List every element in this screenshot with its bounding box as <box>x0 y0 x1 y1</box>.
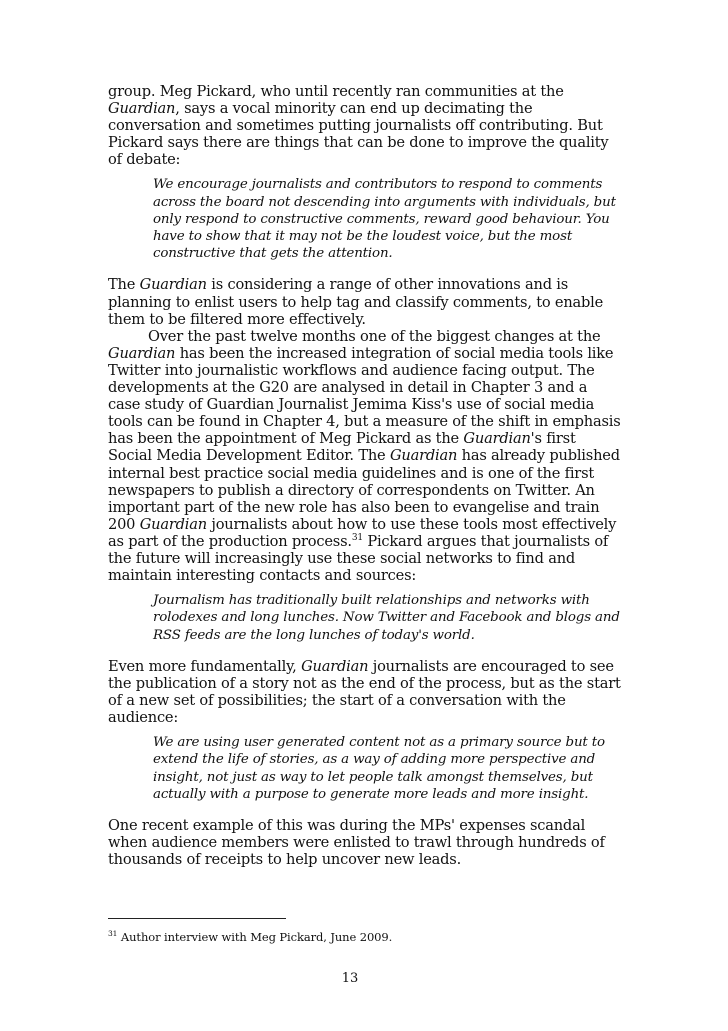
paragraph-innovations: The Guardian is considering a range of other innovations and is planning to enlist users to help tag and classify comments, to enable them to be filtered more effectively. <box>108 276 604 328</box>
page-body <box>108 83 622 868</box>
quote-pickard-networks: Journalism has traditionally built relationships and networks with rolodexes and long lunches. Now Twitter and Facebook and blogs and RSS feeds are the long lunches of today's world. <box>153 593 620 643</box>
paragraph-debate-quality: group. Meg Pickard, who until recently ran communities at the Guardian, says a vocal minority can end up decimating the conversation and sometimes putting journalists off contributing. But Pickard says there are things that can be done to improve the quality of debate: <box>108 83 609 169</box>
quote-pickard-ugc: We are using user generated content not as a primary source but to extend the life of stories, as a way of adding more perspective and insight, not just as way to let people talk amongst themselves, but actually with a purpose to generate more leads and more insight. <box>153 735 605 802</box>
page-number: 13 <box>341 971 359 986</box>
footnote-text: Author interview with Meg Pickard, June 2009. <box>120 930 393 944</box>
footnote-divider <box>108 918 286 919</box>
paragraph-expenses-scandal: One recent example of this was during the MPs' expenses scandal when audience members were enlisted to trawl through hundreds of thousands of receipts to help uncover new leads. <box>108 816 605 869</box>
paragraph-social-media: Over the past twelve months one of the biggest changes at the Guardian has been the increased integration of social media tools like Twitter into journalistic workflows and audience facing output. The developments at the G20 are analysed in detail in Chapter 3 and a case study of Guardian Journalist Jemima Kiss's use of social media tools can be found in Chapter 4, but a measure of the shift in emphasis has been the appointment of Meg Pickard as the Guardian's first Social Media Development Editor. The Guardian has already published internal best practice social media guidelines and is one of the first newspapers to publish a directory of correspondents on Twitter. An important part of the new role has also been to evangelise and train 200 Guardian journalists about how to use these tools most effectively as part of the production process.$^{31}$ Pickard argues that journalists of the future will increasingly use these social networks to find and maintain interesting contacts and sources: <box>108 327 621 585</box>
footnote-number: 31 <box>108 929 118 939</box>
footnote <box>108 930 392 944</box>
quote-pickard-comments: We encourage journalists and contributors to respond to comments across the board not descending into arguments with individuals, but only respond to constructive comments, reward good behaviour. You have to show that it may not be the loudest voice, but the most constructive that gets the attention. <box>153 177 616 262</box>
paragraph-conversation: Even more fundamentally, Guardian journalists are encouraged to see the publication of a story not as the end of the process, but as the start of a new set of possibilities; the start of a conversation with the audience: <box>108 657 621 727</box>
